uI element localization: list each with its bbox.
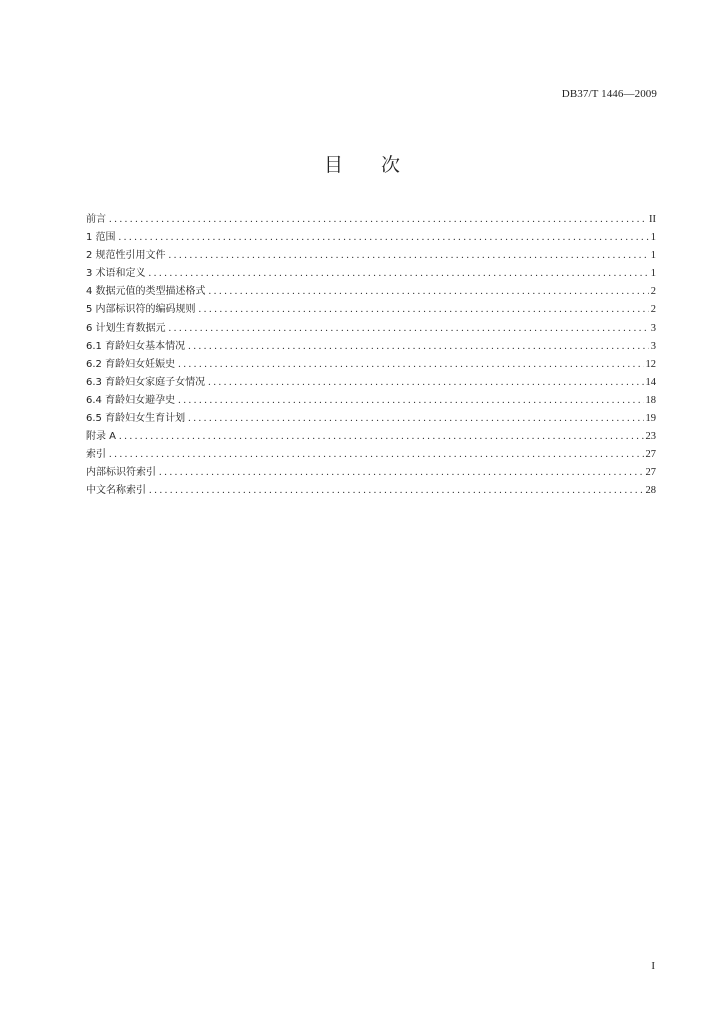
toc-entry-label: 6.2 育龄妇女妊娠史 <box>86 358 176 370</box>
toc-entry-6-1[interactable] <box>86 338 656 356</box>
toc-entry-label: 附录 A <box>86 431 117 443</box>
toc-entry-label: 3 术语和定义 <box>86 268 146 280</box>
toc-entry-page: 12 <box>645 358 656 370</box>
toc-entry-family-planning-elements[interactable] <box>86 320 656 338</box>
toc-entry-page: 19 <box>645 413 656 425</box>
toc-leader-dots <box>209 283 649 301</box>
toc-entry-value-type-format[interactable] <box>86 283 656 301</box>
toc-entry-label: 6.1 育龄妇女基本情况 <box>86 340 186 352</box>
toc-entry-chinese-name-index[interactable] <box>86 482 656 500</box>
toc-entry-normative-references[interactable] <box>86 247 656 265</box>
toc-entry-page: 3 <box>650 322 656 334</box>
toc-entry-label: 6.3 育龄妇女家庭子女情况 <box>86 376 206 388</box>
toc-entry-label: 内部标识符索引 <box>86 467 156 479</box>
toc-entry-label: 中文名称索引 <box>86 485 146 497</box>
page-number: I <box>651 960 655 972</box>
toc-leader-dots <box>109 211 647 229</box>
toc-entry-label: 2 规范性引用文件 <box>86 250 166 262</box>
toc-entry-label: 6 计划生育数据元 <box>86 322 166 334</box>
table-of-contents <box>86 211 656 501</box>
toc-leader-dots <box>149 482 644 500</box>
toc-leader-dots <box>178 356 643 374</box>
toc-entry-6-3[interactable] <box>86 374 656 392</box>
toc-leader-dots <box>199 301 649 319</box>
toc-leader-dots <box>119 428 643 446</box>
toc-entry-page: 1 <box>650 250 656 262</box>
toc-entry-page: 27 <box>645 449 656 461</box>
toc-leader-dots <box>178 392 643 410</box>
toc-entry-page: 18 <box>645 394 656 406</box>
toc-entry-identifier-coding[interactable] <box>86 301 656 319</box>
toc-entry-page: 1 <box>650 232 656 244</box>
toc-entry-label: 6.5 育龄妇女生育计划 <box>86 413 186 425</box>
toc-entry-index[interactable] <box>86 446 656 464</box>
toc-entry-page: 14 <box>645 376 656 388</box>
toc-entry-page: 3 <box>650 340 656 352</box>
toc-entry-page: 27 <box>645 467 656 479</box>
toc-entry-label: 5 内部标识符的编码规则 <box>86 304 196 316</box>
toc-leader-dots <box>159 464 644 482</box>
toc-entry-label: 前言 <box>86 214 106 225</box>
toc-entry-page: 2 <box>650 286 656 298</box>
toc-leader-dots <box>208 374 643 392</box>
toc-entry-6-4[interactable] <box>86 392 656 410</box>
toc-entry-page: 2 <box>650 304 656 316</box>
toc-leader-dots <box>119 229 649 247</box>
toc-entry-page: 1 <box>650 268 656 280</box>
toc-leader-dots <box>188 410 643 428</box>
toc-entry-terms-definitions[interactable] <box>86 265 656 283</box>
toc-entry-page: 23 <box>645 431 656 443</box>
toc-entry-foreword[interactable] <box>86 211 656 229</box>
toc-entry-6-5[interactable] <box>86 410 656 428</box>
toc-leader-dots <box>109 446 644 464</box>
toc-entry-scope[interactable] <box>86 229 656 247</box>
toc-entry-page: 28 <box>645 485 656 497</box>
toc-entry-6-2[interactable] <box>86 356 656 374</box>
toc-entry-page: II <box>649 214 656 225</box>
toc-entry-label: 4 数据元值的类型描述格式 <box>86 286 206 298</box>
document-number: DB37/T 1446—2009 <box>561 88 657 100</box>
toc-leader-dots <box>169 320 649 338</box>
toc-entry-appendix-a[interactable] <box>86 428 656 446</box>
toc-leader-dots <box>169 247 649 265</box>
toc-entry-identifier-index[interactable] <box>86 464 656 482</box>
page-title: 目次 <box>323 154 438 176</box>
toc-entry-label: 6.4 育龄妇女避孕史 <box>86 394 176 406</box>
toc-leader-dots <box>188 338 649 356</box>
toc-entry-label: 1 范围 <box>86 232 116 244</box>
toc-entry-label: 索引 <box>86 449 106 461</box>
toc-leader-dots <box>149 265 649 283</box>
